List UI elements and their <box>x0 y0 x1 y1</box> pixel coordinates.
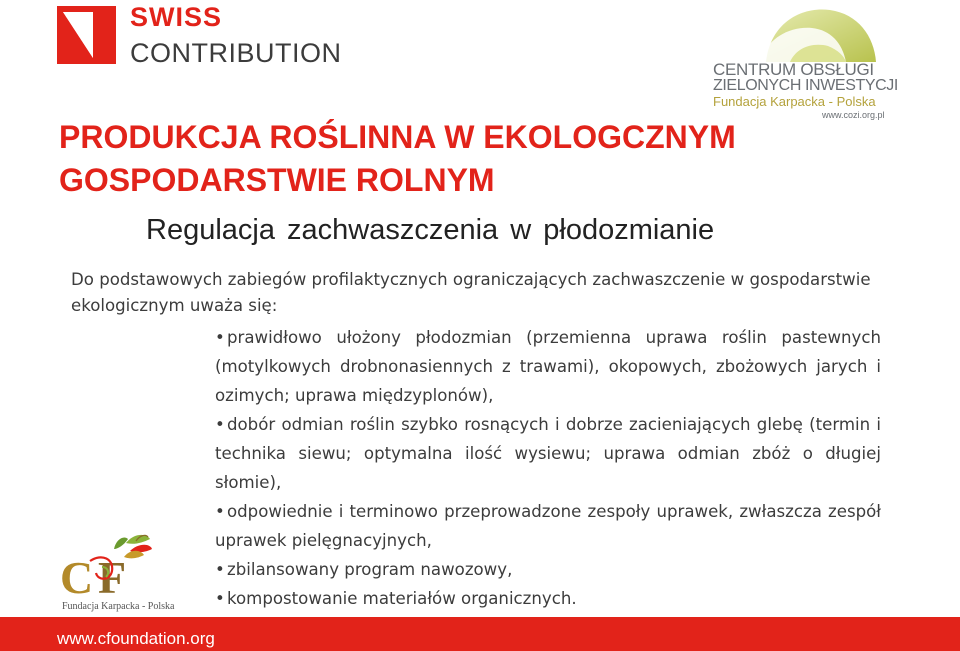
bullet-marker: • <box>215 328 225 347</box>
swiss-logo-title: SWISS <box>130 2 223 32</box>
swiss-flag-icon <box>57 6 116 64</box>
intro-paragraph: Do podstawowych zabiegów profilaktycznych ograniczających zachwaszczenie w gospodarstwie ekologicznym uważa się: <box>71 270 871 315</box>
slide-subtitle: Regulacja zachwaszczenia w płodozmianie <box>146 214 715 246</box>
bullet-text: dobór odmian roślin szybko rosnących i dobrze zacieniających glebę (termin i technika siewu; optymalna ilość wysiewu; uprawa odmian zbóż o długiej słomie), <box>215 415 881 492</box>
bullet-marker: • <box>215 589 225 608</box>
swiss-logo-subtitle: CONTRIBUTION <box>130 38 342 68</box>
bullet-marker: • <box>215 560 225 579</box>
bullet-item <box>215 584 881 613</box>
bullet-text: prawidłowo ułożony płodozmian (przemienna uprawa roślin pastewnych (motylkowych drobnonasiennych z trawami), okopowych, zbożowych jarych i ozimych; uprawa międzyplonów), <box>215 328 881 405</box>
bullet-text: kompostowanie materiałów organicznych. <box>227 589 577 608</box>
bullet-item <box>215 410 881 497</box>
bullet-list <box>215 323 881 613</box>
cozi-logo-url: www.cozi.org.pl <box>822 110 885 120</box>
bullet-item <box>215 497 881 555</box>
footer-url[interactable]: www.cfoundation.org <box>57 629 215 648</box>
cozi-logo-line3: Fundacja Karpacka - Polska <box>713 94 876 109</box>
cf-monogram-icon <box>54 531 174 601</box>
bullet-item <box>215 323 881 410</box>
svg-text:C: C <box>60 552 94 601</box>
cf-foundation-logo <box>54 531 174 613</box>
bullet-item <box>215 555 881 584</box>
swiss-contribution-logo <box>57 4 357 66</box>
cozi-logo <box>700 4 898 122</box>
bullet-marker: • <box>215 415 225 434</box>
bullet-text: zbilansowany program nawozowy, <box>227 560 513 579</box>
slide-title: PRODUKCJA ROŚLINNA W EKOLOGCZNYM GOSPODARSTWIE ROLNYM <box>59 119 736 198</box>
bullet-text: odpowiednie i terminowo przeprowadzone zespoły uprawek, zwłaszcza zespół uprawek pielęgnacyjnych, <box>215 502 881 550</box>
cf-logo-caption: Fundacja Karpacka - Polska <box>62 601 175 612</box>
sun-arc-icon <box>700 4 890 64</box>
cozi-logo-line2: ZIELONYCH INWESTYCJI <box>713 77 898 94</box>
bullet-marker: • <box>215 502 225 521</box>
cozi-logo-line1: CENTRUM OBSŁUGI <box>713 60 874 79</box>
svg-text:F: F <box>98 552 127 601</box>
